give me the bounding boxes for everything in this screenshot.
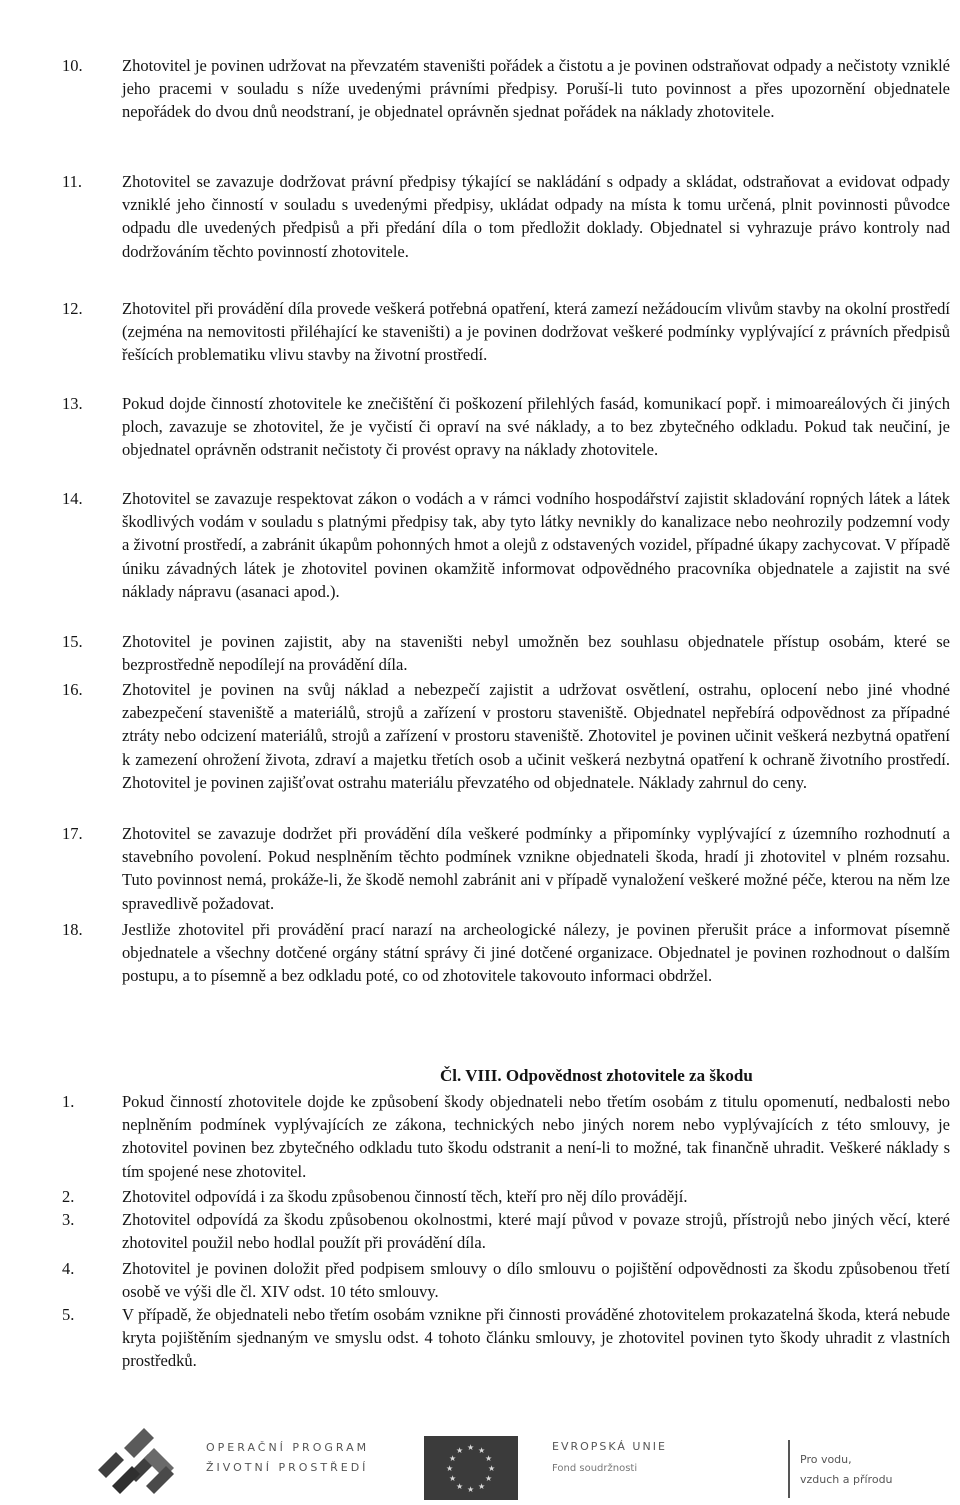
- item-number: 15.: [62, 632, 83, 651]
- item-text: Pokud činností zhotovitele dojde ke způsobení škody objednateli nebo třetím osobám z titulu opomenutí, nedbalosti nebo neplněním podmínek vyplývajících ze zákona, technických nebo jiných norem nebo vyplývajících z této smlouvy, je zhotovitel povinen bez zbytečného odkladu tuto škodu odstranit a není-li to možné, tak finančně uhradit. Veškeré náklady s tím spojené nese zhotovitel.: [122, 1092, 950, 1181]
- item-number: 1.: [62, 1092, 75, 1111]
- eu-flag-icon: ★ ★ ★ ★ ★ ★ ★ ★ ★ ★ ★ ★: [424, 1436, 518, 1500]
- item-number: 16.: [62, 680, 83, 699]
- footer-divider: [788, 1440, 790, 1498]
- item-number: 11.: [62, 172, 83, 191]
- slogan-line-2: vzduch a přírodu: [800, 1473, 893, 1486]
- item-number: 2.: [62, 1187, 75, 1206]
- item-text: Zhotovitel odpovídá za škodu způsobenou okolnostmi, které mají původ v povaze strojů, přístrojů nebo jiných věcí, které zhotovitel použil nebo hodlal použít při provádění díla.: [122, 1210, 950, 1253]
- eu-line-2: Fond soudržnosti: [552, 1463, 638, 1474]
- item-text: Zhotovitel je povinen doložit před podpisem smlouvy o dílo smlouvu o pojištění odpovědnosti za škodu způsobenou třetí osobě ve výši dle čl. XIV odst. 10 této smlouvy.: [122, 1259, 950, 1302]
- item-text: Jestliže zhotovitel při provádění prací narazí na archeologické nálezy, je povinen přerušit práce a informovat písemně objednatele a všechny dotčené orgány státní správy či jiné dotčené organizace. Objednatel je povinen rozhodnout o dalším postupu, a to písemně a bez odkladu poté, co od zhotovitele takovouto informaci obdržel.: [122, 920, 950, 986]
- item-number: 14.: [62, 489, 83, 508]
- slogan-text: [800, 1450, 893, 1490]
- list-item: [62, 487, 950, 603]
- list-item: [62, 630, 950, 676]
- list-item: [62, 822, 950, 915]
- item-number: 5.: [62, 1305, 75, 1324]
- op-line-2: ŽIVOTNÍ PROSTŘEDÍ: [206, 1461, 369, 1474]
- list-item: [62, 1257, 950, 1303]
- item-text: Zhotovitel se zavazuje dodržet při provádění díla veškeré podmínky a připomínky vyplývající z územního rozhodnutí a stavebního povolení. Pokud nesplněním těchto podmínek vznikne objednateli škoda, hradí ji zhotovitel v plném rozsahu. Tuto povinnost nemá, prokáže-li, že škodě nemohl zabránit ani v případě vynaložení veškeré možné péče, kterou na něm lze spravedlivě požadovat.: [122, 824, 950, 913]
- list-item: [62, 1090, 950, 1183]
- item-number: 4.: [62, 1259, 75, 1278]
- list-item: [62, 392, 950, 462]
- item-text: Pokud dojde činností zhotovitele ke znečištění či poškození přilehlých fasád, komunikací popř. i mimoareálových či jiných ploch, zavazuje se zhotovitel, že je vyčistí či opraví na své náklady, a to bez zbytečného odkladu. Pokud tak neučiní, je objednatel oprávněn odstranit nečistoty či provést opravy na náklady zhotovitele.: [122, 394, 950, 460]
- list-item: [62, 1303, 950, 1373]
- item-text: Zhotovitel je povinen udržovat na převzatém staveništi pořádek a čistotu a je povinen odstraňovat odpady a nečistoty vzniklé jeho pracemi v souladu s níže uvedenými právními předpisy. Poruší-li tuto povinnost a přes upozornění objednatele nepořádek do dvou dnů neodstraní, je objednatel oprávněn sjednat pořádek na náklady zhotovitele.: [122, 56, 950, 122]
- list-item: [62, 678, 950, 794]
- op-logo-icon: [88, 1428, 198, 1500]
- op-line-1: OPERAČNÍ PROGRAM: [206, 1441, 370, 1454]
- item-number: 12.: [62, 299, 83, 318]
- item-number: 3.: [62, 1210, 75, 1229]
- item-text: Zhotovitel je povinen zajistit, aby na staveništi nebyl umožněn bez souhlasu objednatele přístup osobám, které se bezprostředně nepodílejí na provádění díla.: [122, 632, 950, 675]
- section-heading: Čl. VIII. Odpovědnost zhotovitele za škodu: [440, 1066, 753, 1085]
- list-item: [62, 1208, 950, 1254]
- item-text: Zhotovitel při provádění díla provede veškerá potřebná opatření, která zamezí nežádoucím vlivům stavby na okolní prostředí (zejména na nemovitosti přiléhající ke staveništi) a je povinen dodržovat veškeré podmínky vyplývající z právních předpisů řešících problematiku vlivu stavby na životní prostředí.: [122, 299, 950, 365]
- op-program-text: [206, 1438, 369, 1478]
- slogan-line-1: Pro vodu,: [800, 1453, 852, 1466]
- list-item: [62, 918, 950, 988]
- item-text: Zhotovitel odpovídá i za škodu způsobenou činností těch, kteří pro něj dílo provádějí.: [122, 1187, 688, 1206]
- item-number: 17.: [62, 824, 83, 843]
- item-text: Zhotovitel se zavazuje dodržovat právní předpisy týkající se nakládání s odpady a skládat, odstraňovat a evidovat odpady vzniklé jeho činností v souladu s uvedenými předpisy, ukládat odpady na místa k tomu určená, plnit povinnosti původce odpadu dle uvedených předpisů a při předání díla o tom předložit doklady. Objednatel si vyhrazuje právo kontroly nad dodržováním těchto povinností zhotovitele.: [122, 172, 950, 261]
- list-item: [62, 1185, 950, 1208]
- list-item: [62, 170, 950, 263]
- footer-logos: [0, 1422, 960, 1502]
- item-number: 10.: [62, 56, 83, 75]
- item-text: Zhotovitel se zavazuje respektovat zákon o vodách a v rámci vodního hospodářství zajistit skladování ropných látek a látek škodlivých vodám v souladu s platnými předpisy tak, aby tyto látky nevnikly do kanalizace nebo neohrozily podzemní vody a životní prostředí, a zabránit úkapům pohonných hmot a olejů z odstavených vozidel, případné úkapy zachycovat. V případě úniku závadných látek je zhotovitel povinen okamžitě informovat odpovědného pracovníka objednatele a zajistit na své náklady nápravu (asanaci apod.).: [122, 489, 950, 601]
- list-item: [62, 297, 950, 367]
- item-text: V případě, že objednateli nebo třetím osobám vznikne při činnosti prováděné zhotovitelem prokazatelná škoda, která nebude kryta pojištěním sjednaným ve smyslu odst. 4 tohoto článku smlouvy, je zhotovitel povinen tyto škody uhradit z vlastních prostředků.: [122, 1305, 950, 1371]
- eu-line-1: EVROPSKÁ UNIE: [552, 1440, 667, 1453]
- item-text: Zhotovitel je povinen na svůj náklad a nebezpečí zajistit a udržovat osvětlení, ostrahu, oplocení nebo jiné vhodné zabezpečení staveniště a materiálů, strojů a zařízení v prostoru staveniště. Objednatel nepřebírá odpovědnost za případné ztráty nebo odcizení materiálů, strojů a zařízení v prostoru staveniště. Zhotovitel je povinen učinit veškerá nezbytná opatření k zamezení ohrožení života, zdraví a majetku třetích osob a učinit veškerá nezbytná opatření k ochraně životního prostředí. Zhotovitel je povinen zajišťovat ostrahu materiálu převzatého od objednatele. Náklady zahrnul do ceny.: [122, 680, 950, 792]
- list-item: [62, 54, 950, 124]
- item-number: 13.: [62, 394, 83, 413]
- item-number: 18.: [62, 920, 83, 939]
- eu-text: [552, 1436, 667, 1480]
